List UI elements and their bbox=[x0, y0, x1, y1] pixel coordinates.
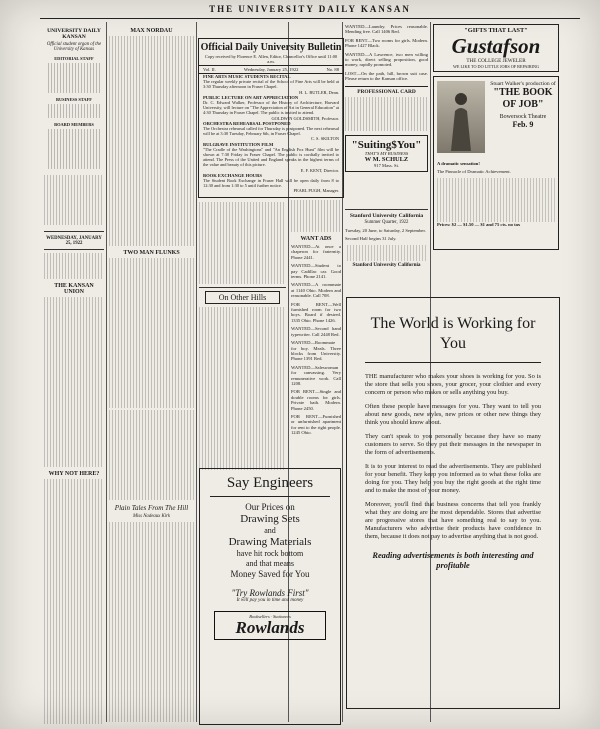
world-working-ad bbox=[346, 297, 560, 709]
schulz-ad bbox=[345, 135, 428, 172]
world-ad-paragraph: Often these people have messages for you. They want to tell you about new goods, new styles, new prices or other new things they think you should know about. bbox=[365, 403, 541, 426]
staff-heading: EDITORIAL STAFF bbox=[54, 56, 94, 61]
staff-heading: BUSINESS STAFF bbox=[56, 97, 92, 102]
want-ad: WANTED—Second hand typewriter. Call 2448 Red. bbox=[291, 326, 341, 337]
bulletin-item bbox=[199, 173, 343, 194]
paper-subtitle: Official student organ of the University of Kansas bbox=[46, 42, 102, 52]
staff-list bbox=[48, 129, 100, 169]
engineers-line: have hit rock bottom bbox=[236, 549, 304, 558]
bulletin-number: No. 88 bbox=[326, 67, 339, 72]
want-ad: FOR RENT—Furnished or unfurnished apartment for rent to the right people. 1245 Ohio. bbox=[291, 413, 341, 436]
engineers-line: Money Saved for You bbox=[230, 569, 310, 579]
tales-heading: Plain Tales From The Hill bbox=[114, 504, 189, 512]
world-ad-paragraph: They can't speak to you personally because they have so many customers to serve. So they put their messages in the newspaper in the form of advertisements. bbox=[365, 433, 541, 456]
ads-column-6 bbox=[433, 24, 559, 290]
engineers-heading: Say Engineers bbox=[226, 475, 314, 491]
article-body bbox=[109, 410, 194, 500]
want-ad: FOR RENT—Well furnished room for two boys. Board if desired. 1335 Ohio. Phone 1426. bbox=[291, 301, 341, 323]
want-ad: WANTED—Student to pay Cadillac car. Good terms. Phone 2141. bbox=[291, 263, 341, 280]
other-hills-heading: On Other Hills bbox=[205, 291, 280, 304]
article-body bbox=[109, 258, 194, 408]
job-prices: Prices: $2 — $1.50 — $1 and 75 cts. no tax bbox=[437, 221, 521, 227]
engineers-slogan-sub: It will pay you in time and money bbox=[236, 598, 304, 603]
schulz-slogan: "Suiting$You" bbox=[351, 138, 422, 151]
editorial-heading: THE KANSAN UNION bbox=[54, 283, 94, 295]
divider bbox=[365, 362, 541, 363]
divider bbox=[44, 231, 104, 232]
rowlands-name: Rowlands bbox=[235, 618, 305, 637]
stanford-sub: Summer Quarter, 1922 bbox=[364, 220, 409, 225]
bulletin-item bbox=[199, 142, 343, 173]
schulz-sub: THAT'S MY BUSINESS bbox=[364, 150, 409, 156]
world-ad-paragraph: Moreover, you'll find that business concerns that tell you frankly what they are doing are the most dependable. Stores that advertise are progressive stores that have something real to say to you. Manufacturers who advertise their products have confidence in them, because it does not pay to advertise anything that is not good. bbox=[365, 501, 541, 540]
world-ad-title: The World is Working for You bbox=[370, 315, 536, 352]
classified-ad: WANTED—Laundry. Prices reasonable. Mending free. Call 1406 Red. bbox=[345, 24, 428, 35]
gustafson-sub: THE COLLEGE JEWELER bbox=[466, 58, 526, 64]
job-title: "THE BOOK OF JOB" bbox=[493, 87, 553, 110]
bulletin-item-sign: E. F. KENT, Director. bbox=[300, 167, 339, 173]
bulletin-date: Wednesday, January 25, 1922 bbox=[243, 67, 299, 72]
stanford-heading: Stanford University California bbox=[349, 213, 424, 219]
paper-name: UNIVERSITY DAILY KANSAN bbox=[47, 28, 101, 40]
bulletin-item-head: PUBLIC LECTURE ON ART APPRECIATION bbox=[203, 94, 299, 100]
stanford-body bbox=[347, 245, 426, 261]
divider bbox=[210, 496, 330, 497]
book-of-job-ad bbox=[433, 76, 559, 250]
gustafson-name: Gustafson bbox=[451, 34, 541, 58]
bulletin-item-text: The Student Book Exchange in Fraser Hall will be open daily from 8 to 12:30 and from 1:30 to 5 until further notice. bbox=[203, 178, 339, 189]
world-ad-inner bbox=[365, 314, 541, 571]
bulletin-item-sign: C. S. SKILTON bbox=[310, 136, 339, 142]
editorial-heading: WHY NOT HERE? bbox=[48, 471, 100, 477]
stanford-footer: Stanford University California bbox=[352, 261, 421, 268]
bulletin-item-sign: PEARL PUGH, Manager. bbox=[293, 188, 339, 194]
gustafson-tag: WE LIKE TO DO LITTLE JOBS OF REPAIRING bbox=[452, 64, 540, 69]
engineers-slogan: "Try Rowlands First" bbox=[231, 588, 309, 598]
gustafson-gifts: "GIFTS THAT LAST" bbox=[464, 27, 528, 34]
bulletin-item-text: Dr. C. Edward Walker, Professor of the History of Architecture, Harvard University, will lecture on "The Appreciation of Art in General Education" at 4:30 Thursday in Fraser Chapel. The public is invited to attend. bbox=[203, 100, 339, 116]
schulz-name: W M. SCHULZ bbox=[364, 155, 409, 163]
bulletin-dateline bbox=[199, 65, 343, 74]
want-ad: WANTED—Saleswoman for canvassing. Very remunerative work. Call 1208. bbox=[291, 364, 341, 386]
engineers-line: and bbox=[264, 526, 276, 535]
article-body bbox=[199, 202, 286, 284]
bulletin-item-text: The Orchestra rehearsal called for Thursday is postponed. The next rehearsal will be at 3:30 Tuesday, February 6th, in Fraser Chapel. bbox=[203, 126, 339, 137]
want-ad: FOR RENT—Single and double rooms for girls. Private bath. Modern. Phone 2450. bbox=[291, 389, 341, 411]
job-figure-icon bbox=[437, 81, 485, 153]
divider bbox=[199, 287, 286, 288]
professional-cards bbox=[345, 97, 428, 131]
bulletin-item-head: BULGRAVE INSTITUTION FILM bbox=[203, 141, 274, 147]
rowlands-tag: Booksellers · Stationers bbox=[249, 614, 291, 619]
professional-card-heading: PROFESSIONAL CARD bbox=[345, 86, 428, 95]
engineers-line: and that means bbox=[246, 559, 294, 568]
job-illustration bbox=[437, 81, 485, 153]
schulz-address: 917 Mass. St. bbox=[373, 162, 399, 168]
bulletin-subtitle: Copy received by Florence E. Allen, Editor, Chancellor's Office until 11:00 a.m. bbox=[204, 54, 338, 64]
want-ad: WANTED—Roommate for boy. Meals. Three blocks from University. Phone 1391 Red. bbox=[291, 340, 341, 362]
engineers-ad bbox=[199, 468, 341, 725]
gustafson-ad bbox=[433, 24, 559, 72]
want-ad: WANTED—A roommate at 1140 Ohio. Modern and reasonable. Call 708. bbox=[291, 282, 341, 299]
classified-ad: LOST—On the path, hill, brown suit case. Please return to the Kansan office. bbox=[345, 70, 428, 82]
article-body bbox=[109, 36, 194, 246]
classified-ad: WANTED—A Lawrence, two men willing to work, direct selling proposition, good money, rapidly promoted. bbox=[345, 51, 428, 68]
bulletin-title: Official Daily University Bulletin bbox=[200, 42, 342, 53]
body-text bbox=[44, 175, 104, 225]
bulletin-box bbox=[198, 38, 344, 198]
engineers-line: Drawing Materials bbox=[228, 536, 312, 548]
stanford-ad bbox=[345, 206, 428, 288]
rowlands-logo bbox=[214, 611, 326, 640]
stanford-line: Second Half begins 31 July. bbox=[345, 236, 397, 242]
job-presenter: Stuart Walker's production of bbox=[490, 81, 556, 87]
bulletin-item-sign: GOLDWIN GOLDSMITH, Professor. bbox=[271, 115, 339, 121]
job-quote: A dramatic sensation! bbox=[437, 161, 480, 166]
engineers-line: Our Prices on bbox=[245, 502, 295, 512]
world-ad-paragraph: THE manufacturer who makes your shoes is working for you. So is the store that sells you shoes, your grocer, your clothier and every concern or person who makes or sells anything you buy. bbox=[365, 373, 541, 396]
job-date: Feb. 9 bbox=[512, 120, 534, 129]
article-body bbox=[199, 307, 286, 470]
divider bbox=[44, 249, 104, 250]
classified-ad: FOR RENT—Two rooms for girls. Modern. Phone 1427 Black. bbox=[345, 37, 428, 49]
bulletin-item-text: "The Cradle of the Washingtons" and "An English Fox Hunt" film will be shown at 7:30 Friday in Fraser Chapel. The public is cordially invited to attend. The Press of the United and England speaks in the highest terms of the value and beauty of this picture. bbox=[203, 146, 339, 168]
bulletin-item-text: The regular weekly private recital of the School of Fine Arts will be held at 3:30 Thursday afternoon in Fraser Chapel. bbox=[203, 79, 339, 90]
column-rule bbox=[106, 22, 107, 722]
engineers-line: Drawing Sets bbox=[240, 513, 300, 525]
news-column-3 bbox=[199, 200, 286, 470]
bulletin-volume: Vol. II. bbox=[203, 67, 216, 72]
bulletin-item-head: BOOK EXCHANGE HOURS bbox=[203, 172, 262, 178]
masthead: THE UNIVERSITY DAILY KANSAN bbox=[40, 4, 580, 19]
want-ads bbox=[291, 232, 341, 472]
want-ads-heading: WANT ADS bbox=[300, 236, 332, 242]
bulletin-item-sign: H. L. BUTLER, Dean. bbox=[299, 89, 339, 95]
want-ad: WANTED—At once a chaperon for fraternity. Phone 2441. bbox=[291, 244, 341, 260]
date-line: WEDNESDAY, JANUARY 25, 1922 bbox=[46, 236, 102, 246]
job-quote: The Pinnacle of Dramatic Achievement. bbox=[437, 169, 511, 175]
tales-body bbox=[109, 522, 194, 722]
world-ad-paragraph: It is to your interest to read the advertisements. They are published for your benefit. They keep you informed as to what these folks are doing for you. They help you buy the right goods at the right time and to make the most of your money. bbox=[365, 463, 541, 494]
world-ad-footer: Reading advertisements is both interesting and profitable bbox=[372, 551, 534, 570]
column-rule bbox=[196, 22, 197, 722]
tales-byline: Miss Nadeaux Kirk bbox=[132, 514, 171, 519]
staff-list bbox=[48, 63, 100, 93]
job-body bbox=[437, 178, 557, 222]
divider bbox=[345, 209, 428, 210]
stanford-line: Tuesday, 20 June, to Saturday, 2 September. bbox=[345, 228, 426, 233]
body-text bbox=[44, 253, 104, 279]
editorial-column bbox=[44, 24, 104, 724]
job-venue: Bowersock Theatre bbox=[499, 114, 547, 120]
job-text bbox=[488, 81, 558, 129]
spacer bbox=[291, 200, 341, 201]
editorial-body bbox=[44, 297, 104, 467]
news-column bbox=[109, 24, 194, 724]
article-heading: TWO MAN FLUNKS bbox=[123, 250, 180, 256]
staff-heading: BOARD MEMBERS bbox=[54, 122, 94, 127]
job-quotes bbox=[437, 161, 557, 230]
bulletin-item-head: ORCHESTRA REHEARSAL POSTPONED bbox=[203, 120, 291, 126]
staff-list bbox=[48, 104, 100, 118]
editorial-body bbox=[44, 479, 104, 724]
bulletin-item bbox=[199, 74, 343, 95]
bulletin-item bbox=[199, 95, 343, 121]
article-heading: MAX NORDAU bbox=[130, 28, 173, 34]
bulletin-item-head: FINE ARTS MUSIC STUDENTS RECITAL bbox=[203, 74, 291, 79]
bulletin-item bbox=[199, 121, 343, 142]
